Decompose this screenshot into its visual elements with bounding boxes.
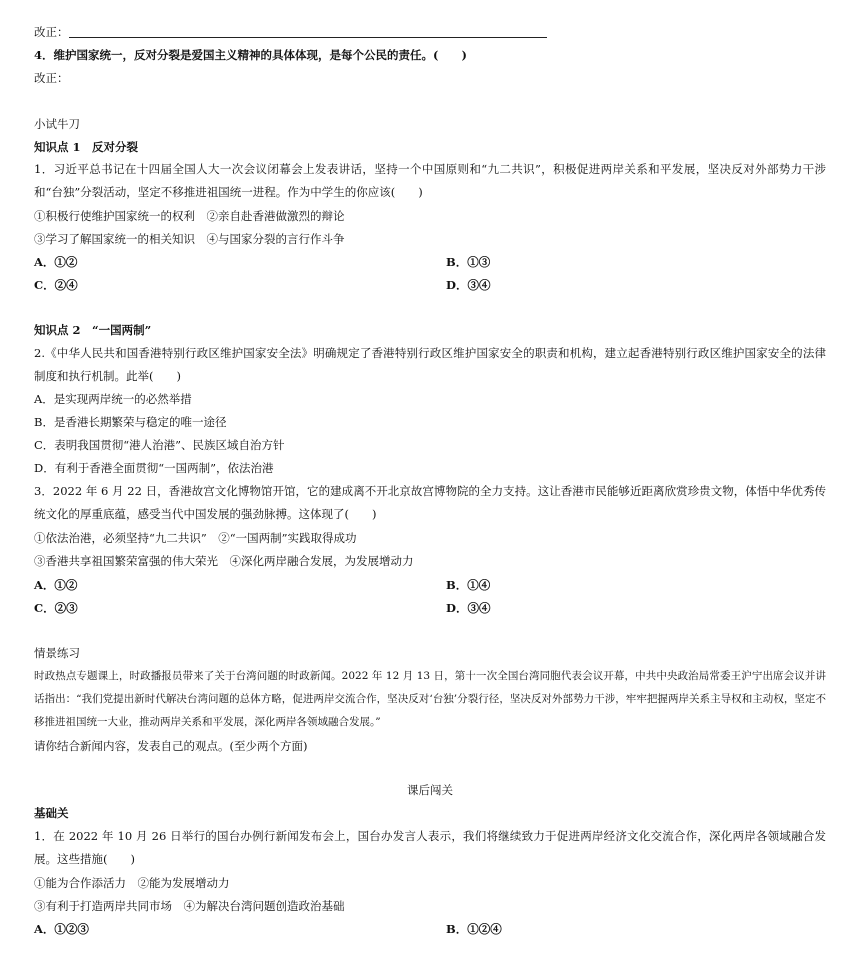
- option-a: A．①②: [34, 255, 78, 269]
- question-3: 3．2022 年 6 月 22 日，香港故宫文化博物馆开馆，它的建成离不开北京故宫博物院的全力支持。这让香港市民能够近距离欣赏珍贵文物，体悟中华优秀传统文化的厚重底蕴，感受当代中国发展的强劲脉搏。这体现了( ): [34, 484, 826, 521]
- section-heading-basic: 基础关: [34, 806, 69, 820]
- option-d: D．有利于香港全面贯彻“一国两制”，依法治港: [34, 461, 274, 475]
- correction-label: 改正：: [34, 25, 69, 39]
- statement-row: ①积极行使维护国家统一的权利 ②亲自赴香港做激烈的辩论: [34, 209, 345, 223]
- option-a: A．是实现两岸统一的必然举措: [34, 392, 192, 406]
- option-d: D．③④: [446, 601, 491, 615]
- question-1: 1．习近平总书记在十四届全国人大一次会议闭幕会上发表讲话，坚持一个中国原则和“九二共识”，积极促进两岸关系和平发展，坚决反对外部势力干涉和“台独”分裂活动，坚定不移推进祖国统一进程。作为中学生的你应该( ): [34, 162, 826, 199]
- option-b: B．①③: [446, 255, 491, 269]
- question-4: 4．维护国家统一，反对分裂是爱国主义精神的具体体现，是每个公民的责任。( ): [34, 48, 467, 62]
- scenario-prompt: 请你结合新闻内容，发表自己的观点。(至少两个方面): [34, 739, 308, 753]
- option-c: C．②③: [34, 601, 78, 615]
- statement-row: ①依法治港，必须坚持“九二共识” ②“一国两制”实践取得成功: [34, 531, 357, 545]
- option-b: B．是香港长期繁荣与稳定的唯一途径: [34, 415, 227, 429]
- option-d: D．③④: [446, 278, 491, 292]
- knowledge-point-2: 知识点 2 “一国两制”: [34, 323, 152, 337]
- option-c: C．②④: [34, 278, 78, 292]
- option-b: B．①④: [446, 578, 491, 592]
- statement-row: ③学习了解国家统一的相关知识 ④与国家分裂的言行作斗争: [34, 232, 345, 246]
- option-b: B．①②④: [446, 922, 502, 936]
- option-a: A．①②: [34, 578, 78, 592]
- option-a: A．①②③: [34, 922, 89, 936]
- section-heading-scenario: 情景练习: [34, 646, 80, 660]
- section-title-after-class: 课后闯关: [407, 783, 453, 797]
- scenario-text: 时政热点专题课上，时政播报员带来了关于台湾问题的时政新闻。2022 年 12 月 13 日，第十一次全国台湾同胞代表会议开幕，中共中央政治局常委王沪宁出席会议并讲话指出：“我们党提出新时代解决台湾问题的总体方略，促进两岸交流合作，坚决反对‘台独’分裂行径，坚决反对外部势力干涉，牢牢把握两岸关系主导权和主动权，坚定不移推进祖国统一大业，推动两岸关系和平发展，深化两岸各领域融合发展。”: [34, 670, 826, 728]
- correction-line-1: [34, 24, 547, 40]
- correction-label-2: 改正：: [34, 71, 69, 85]
- option-c: C．表明我国贯彻“港人治港”、民族区域自治方针: [34, 438, 285, 452]
- question-2: 2.《中华人民共和国香港特别行政区维护国家安全法》明确规定了香港特别行政区维护国家安全的职责和机构，建立起香港特别行政区维护国家安全的法律制度和执行机制。此举( ): [34, 346, 826, 383]
- statement-row: ③香港共享祖国繁荣富强的伟大荣光 ④深化两岸融合发展，为发展增动力: [34, 554, 414, 568]
- question-1: 1．在 2022 年 10 月 26 日举行的国台办例行新闻发布会上，国台办发言人表示，我们将继续致力于促进两岸经济文化交流合作，深化两岸各领域融合发展。这些措施( ): [34, 829, 826, 866]
- knowledge-point-1: 知识点 1 反对分裂: [34, 140, 139, 154]
- statement-row: ①能为合作添活力 ②能为发展增动力: [34, 876, 230, 890]
- section-heading-practice: 小试牛刀: [34, 117, 80, 131]
- statement-row: ③有利于打造两岸共同市场 ④为解决台湾问题创造政治基础: [34, 899, 345, 913]
- answer-blank[interactable]: [69, 25, 547, 38]
